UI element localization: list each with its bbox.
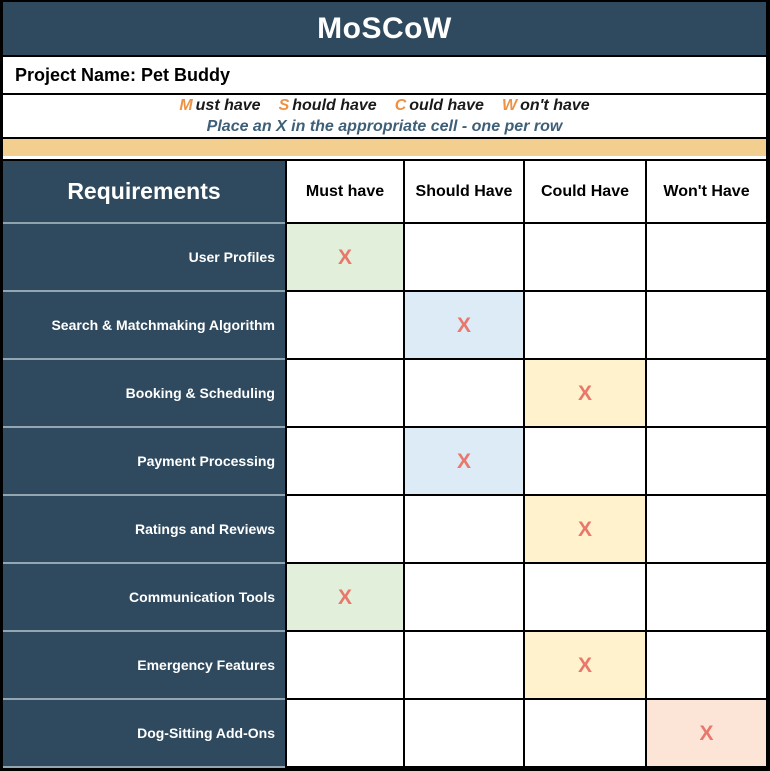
matrix-cell-booking-wont[interactable] (647, 360, 766, 428)
requirements-header-cell (3, 161, 285, 224)
matrix-cell-dogsitting-wont[interactable] (647, 700, 766, 768)
legend-initial: S (278, 97, 290, 114)
matrix-cell-user-profiles-should[interactable] (405, 224, 525, 292)
matrix-cell-payment-must[interactable] (285, 428, 405, 496)
row-label: Payment Processing (137, 453, 275, 469)
legend-rest: on't have (520, 97, 590, 114)
legend (3, 95, 766, 139)
legend-rest: ould have (409, 97, 484, 114)
row-label: Communication Tools (129, 589, 275, 605)
column-header-should-have (405, 161, 525, 224)
matrix-cell-search-must[interactable] (285, 292, 405, 360)
legend-rest: hould have (292, 97, 377, 114)
legend-rest: ust have (195, 97, 261, 114)
matrix-cell-user-profiles-could[interactable] (525, 224, 647, 292)
row-label: Ratings and Reviews (134, 521, 275, 537)
matrix-cell-dogsitting-must[interactable] (285, 700, 405, 768)
row-label-user-profiles (3, 224, 285, 292)
title-bar (3, 2, 766, 57)
matrix-cell-ratings-must[interactable] (285, 496, 405, 564)
legend-key-line (179, 95, 589, 116)
moscow-matrix-table (3, 159, 766, 768)
row-label-ratings-reviews (3, 496, 285, 564)
x-mark: X (577, 653, 592, 677)
matrix-cell-search-should[interactable] (405, 292, 525, 360)
matrix-cell-booking-should[interactable] (405, 360, 525, 428)
matrix-cell-communication-should[interactable] (405, 564, 525, 632)
row-label: Emergency Features (137, 657, 275, 673)
matrix-cell-ratings-wont[interactable] (647, 496, 766, 564)
page-title: MoSCoW (317, 11, 452, 45)
column-header-must-have (285, 161, 405, 224)
column-header-wont-have (647, 161, 766, 224)
matrix-cell-ratings-should[interactable] (405, 496, 525, 564)
legend-item-could (395, 95, 484, 116)
matrix-cell-dogsitting-could[interactable] (525, 700, 647, 768)
legend-instruction: Place an X in the appropriate cell - one per row (206, 118, 563, 135)
matrix-cell-ratings-could[interactable] (525, 496, 647, 564)
row-label-booking-scheduling (3, 360, 285, 428)
legend-item-must (179, 95, 260, 116)
x-mark: X (577, 381, 592, 405)
row-label-dog-sitting-addons (3, 700, 285, 768)
row-label-search-matchmaking (3, 292, 285, 360)
matrix-cell-communication-could[interactable] (525, 564, 647, 632)
column-header-could-have (525, 161, 647, 224)
legend-initial: M (179, 97, 193, 114)
x-mark: X (699, 721, 714, 745)
legend-item-wont (502, 95, 590, 116)
matrix-cell-user-profiles-must[interactable] (285, 224, 405, 292)
column-header-label: Won't Have (663, 182, 750, 200)
column-header-label: Must have (305, 182, 385, 200)
column-header-label: Could Have (540, 182, 629, 200)
matrix-cell-emergency-could[interactable] (525, 632, 647, 700)
matrix-cell-search-could[interactable] (525, 292, 647, 360)
x-mark: X (577, 517, 592, 541)
row-label-emergency-features (3, 632, 285, 700)
x-mark: X (456, 449, 471, 473)
x-mark: X (456, 313, 471, 337)
matrix-cell-user-profiles-wont[interactable] (647, 224, 766, 292)
divider-bar (3, 139, 766, 156)
x-mark: X (337, 245, 352, 269)
matrix-cell-emergency-wont[interactable] (647, 632, 766, 700)
row-label-communication-tools (3, 564, 285, 632)
matrix-cell-payment-could[interactable] (525, 428, 647, 496)
x-mark: X (337, 585, 352, 609)
matrix-cell-search-wont[interactable] (647, 292, 766, 360)
matrix-cell-dogsitting-should[interactable] (405, 700, 525, 768)
matrix-cell-payment-wont[interactable] (647, 428, 766, 496)
matrix-cell-booking-must[interactable] (285, 360, 405, 428)
row-label: Dog-Sitting Add-Ons (137, 725, 275, 741)
row-label: Search & Matchmaking Algorithm (51, 317, 275, 333)
row-label: User Profiles (188, 249, 275, 265)
row-label: Booking & Scheduling (125, 385, 275, 401)
row-label-payment-processing (3, 428, 285, 496)
project-name-label: Project Name: Pet Buddy (15, 64, 231, 85)
matrix-cell-emergency-should[interactable] (405, 632, 525, 700)
matrix-cell-emergency-must[interactable] (285, 632, 405, 700)
requirements-header-label: Requirements (67, 178, 221, 204)
legend-item-should (279, 95, 377, 116)
legend-initial: C (394, 97, 407, 114)
matrix-cell-communication-wont[interactable] (647, 564, 766, 632)
project-name-row[interactable] (3, 57, 766, 95)
matrix-cell-payment-should[interactable] (405, 428, 525, 496)
legend-initial: W (501, 97, 518, 114)
matrix-cell-communication-must[interactable] (285, 564, 405, 632)
column-header-label: Should Have (415, 182, 513, 200)
matrix-cell-booking-could[interactable] (525, 360, 647, 428)
